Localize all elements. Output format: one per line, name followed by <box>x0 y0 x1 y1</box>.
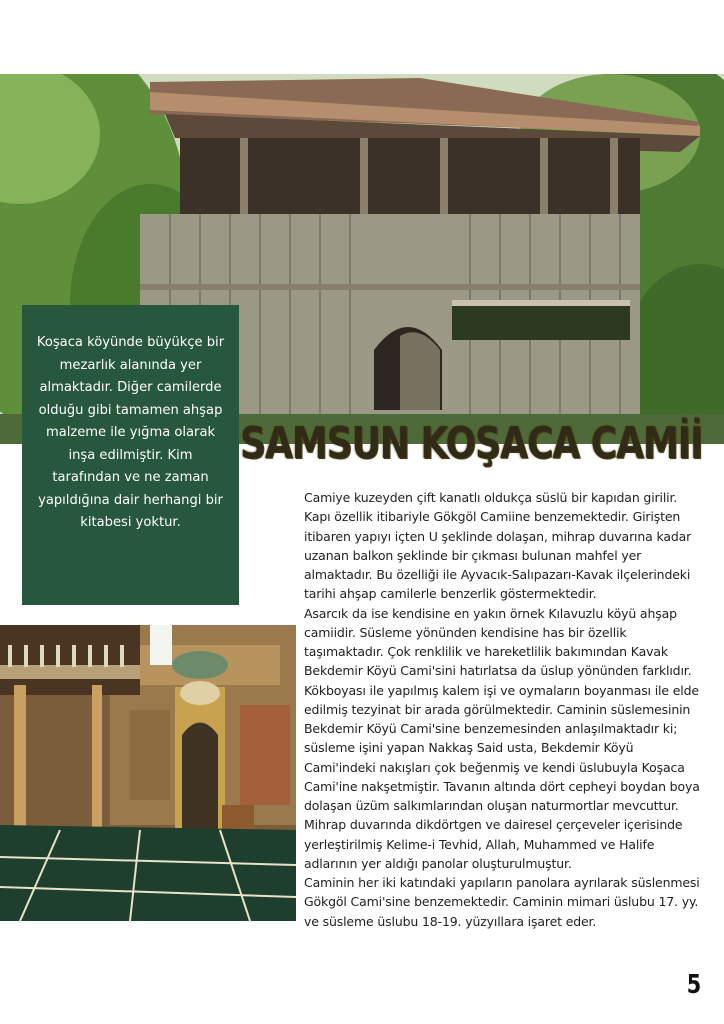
mosque-interior-photo <box>0 625 296 921</box>
paragraph: Camiye kuzeyden çift kanatlı oldukça süslü bir kapıdan girilir. Kapı özellik itibariyle Gökgöl Camiine benzemektedir. Girişten itibaren yapıyı içten U şeklinde dolaşan, mihrap duvarına kadar uzanan balkon şeklinde bir çıkması bulunan mahfel yer almaktadır. Bu özelliği ile Ayvacık-Salıpazarı-Kavak ilçelerindeki tarihi ahşap camilerle benzerlik göstermektedir. <box>304 490 692 602</box>
info-box-text: Koşaca köyünde büyükçe bir mezarlık alanında yer almaktadır. Diğer camilerde olduğu gibi tamamen ahşap malzeme ile yığma olarak inşa edilmiştir. Kim tarafından ve ne zaman yapıldığına dair herhangi bir kitabesi yoktur. <box>36 335 225 530</box>
paragraph: Asarcık da ise kendisine en yakın örnek Kılavuzlu köyü ahşap camiidir. Süsleme yönünden kendisine has bir özellik taşımaktadır. Çok renklilik ve hareketlilik bakımından Kavak Bekdemir Köyü Cami'sini hatırlatsa da üslup yönünden farklıdır. Kökboyası ile yapılmış kalem işi ve oymaların boyanması ile elde edilmiş tezyinat bir arada görülmektedir. Caminin süslemesinin Bekdemir Köyü Cami'sine benzemesinden anlaşılmaktadır ki; süsleme işini yapan Nakkaş Said usta, Bekdemir Köyü Cami'indeki nakışları çok beğenmiş ve kendi üslubuyla Koşaca Cami'ine nakşetmiştir. Tavanın altında dört cepheyi boydan boya dolaşan üzüm salkımlarından oluşan naturmortlar mevcuttur. Mihrap duvarında dikdörtgen ve dairesel çerçeveler içerisinde yerleştirilmiş Kelime-i Tevhid, Allah, Muhammed ve Halife adlarının yer aldığı panolar oluşturulmuştur. <box>304 605 700 871</box>
paragraph: Caminin her iki katındaki yapıların panolara ayrılarak süslenmesi Gökgöl Cami'sine benzemektedir. Caminin mimari üslubu 17. yy. ve süsleme üslubu 18-19. yüzyıllara işaret eder. <box>304 875 700 929</box>
page-title: SAMSUN KOŞACA CAMİİ <box>240 419 703 469</box>
page-number: 5 <box>686 970 702 1000</box>
info-box <box>22 305 239 605</box>
article-body <box>304 488 700 931</box>
